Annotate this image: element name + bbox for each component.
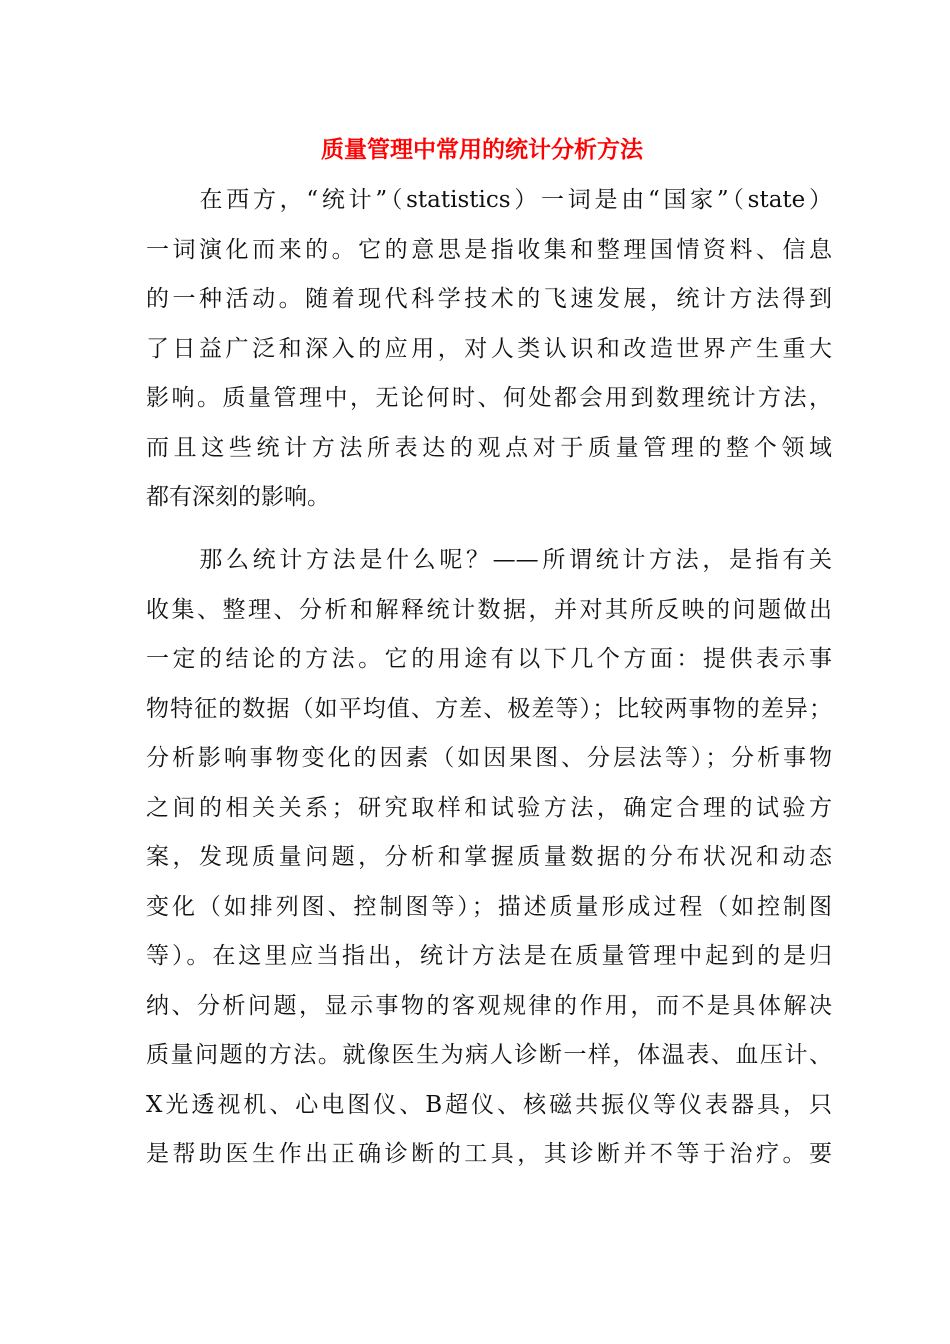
text-line: 都有深刻的影响。 [146, 484, 330, 510]
text-line: 分析影响事物变化的因素（如因果图、分层法等）；分析事物 [146, 745, 832, 771]
document-title: 质量管理中常用的统计分析方法 [321, 137, 643, 163]
text-line: 质量问题的方法。就像医生为病人诊断一样，体温表、血压计、 [146, 1042, 832, 1068]
text-line: 了日益广泛和深入的应用，对人类认识和改造世界产生重大 [146, 335, 832, 362]
text-line: 那么统计方法是什么呢？——所谓统计方法，是指有关 [146, 547, 832, 573]
text-line: 在西方，“统计”（statistics）一词是由“国家”（state） [146, 187, 832, 213]
text-line: 的一种活动。随着现代科学技术的飞速发展，统计方法得到 [146, 286, 832, 312]
text-line: 物特征的数据（如平均值、方差、极差等）；比较两事物的差异； [146, 695, 832, 722]
text-line: 影响。质量管理中，无论何时、何处都会用到数理统计方法， [146, 385, 832, 411]
text-line: 纳、分析问题，显示事物的客观规律的作用，而不是具体解决 [146, 992, 832, 1019]
text-line: 一词演化而来的。它的意思是指收集和整理国情资料、信息 [146, 236, 832, 263]
text-line: 收集、整理、分析和解释统计数据，并对其所反映的问题做出 [146, 596, 832, 623]
text-line: 之间的相关关系；研究取样和试验方法，确定合理的试验方 [146, 794, 832, 821]
text-line: 而且这些统计方法所表达的观点对于质量管理的整个领域 [146, 434, 832, 461]
text-line: 一定的结论的方法。它的用途有以下几个方面：提供表示事 [146, 646, 832, 672]
text-line: 案，发现质量问题，分析和掌握质量数据的分布状况和动态 [146, 844, 832, 870]
paragraph-2 [146, 536, 832, 1180]
text-line: 是帮助医生作出正确诊断的工具，其诊断并不等于治疗。要 [146, 1141, 832, 1167]
text-line: 变化（如排列图、控制图等）；描述质量形成过程（如控制图 [146, 893, 832, 920]
text-line: X光透视机、心电图仪、B超仪、核磁共振仪等仪表器具，只 [146, 1091, 832, 1118]
text-line: 等）。在这里应当指出，统计方法是在质量管理中起到的是归 [146, 943, 832, 969]
paragraph-1 [146, 176, 832, 523]
